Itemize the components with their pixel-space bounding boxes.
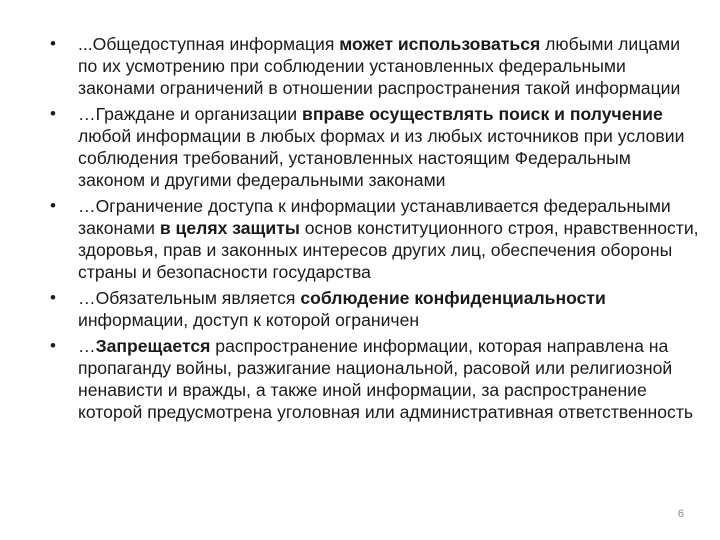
item-text: информации, доступ к которой ограничен: [78, 310, 420, 330]
item-emphasis: Запрещается: [95, 336, 211, 356]
item-emphasis: вправе осуществлять поиск и получение: [302, 104, 663, 124]
bullet-item-2: [52, 103, 700, 191]
item-text: распространение информации, которая направлена на пропаганду войны, разжигание национальной, расовой или религиозной ненависти и вражды, а также иной информации, за распространение которой предусмотрена уголовная или административная ответственность: [78, 336, 694, 422]
bullet-marker: •: [50, 104, 56, 123]
bullet-marker: •: [50, 336, 56, 355]
item-emphasis: в целях защиты: [159, 218, 300, 238]
bullet-item-4: [52, 287, 700, 331]
item-text: любыми лицами по их усмотрению при соблюдении установленных федеральными законами ограничений в отношении распространения такой информации: [78, 34, 681, 98]
bullet-marker: •: [50, 288, 56, 307]
bullet-item-1: [52, 33, 700, 99]
bullet-item-5: [52, 335, 700, 423]
item-text: основ конституционного строя, нравственности, здоровья, прав и законных интересов других лиц, обеспечения обороны страны и безопасности государства: [78, 218, 699, 282]
item-text: ...Общедоступная информация: [78, 34, 340, 54]
bullet-marker: •: [50, 34, 56, 53]
item-text: …Обязательным является: [78, 288, 301, 308]
bullet-marker: •: [50, 196, 56, 215]
bullet-list: [52, 33, 700, 427]
item-text: …Ограничение доступа к информации устанавливается федеральными законами: [78, 196, 671, 238]
bullet-item-3: [52, 195, 700, 283]
item-text: …: [78, 336, 96, 356]
item-emphasis: соблюдение конфиденциальности: [300, 288, 606, 308]
item-text: …Граждане и организации: [78, 104, 303, 124]
page-number: 6: [677, 508, 684, 520]
item-emphasis: может использоваться: [339, 34, 541, 54]
item-text: любой информации в любых формах и из любых источников при условии соблюдения требований, установленных настоящим Федеральным законом и другими федеральными законами: [78, 126, 685, 190]
